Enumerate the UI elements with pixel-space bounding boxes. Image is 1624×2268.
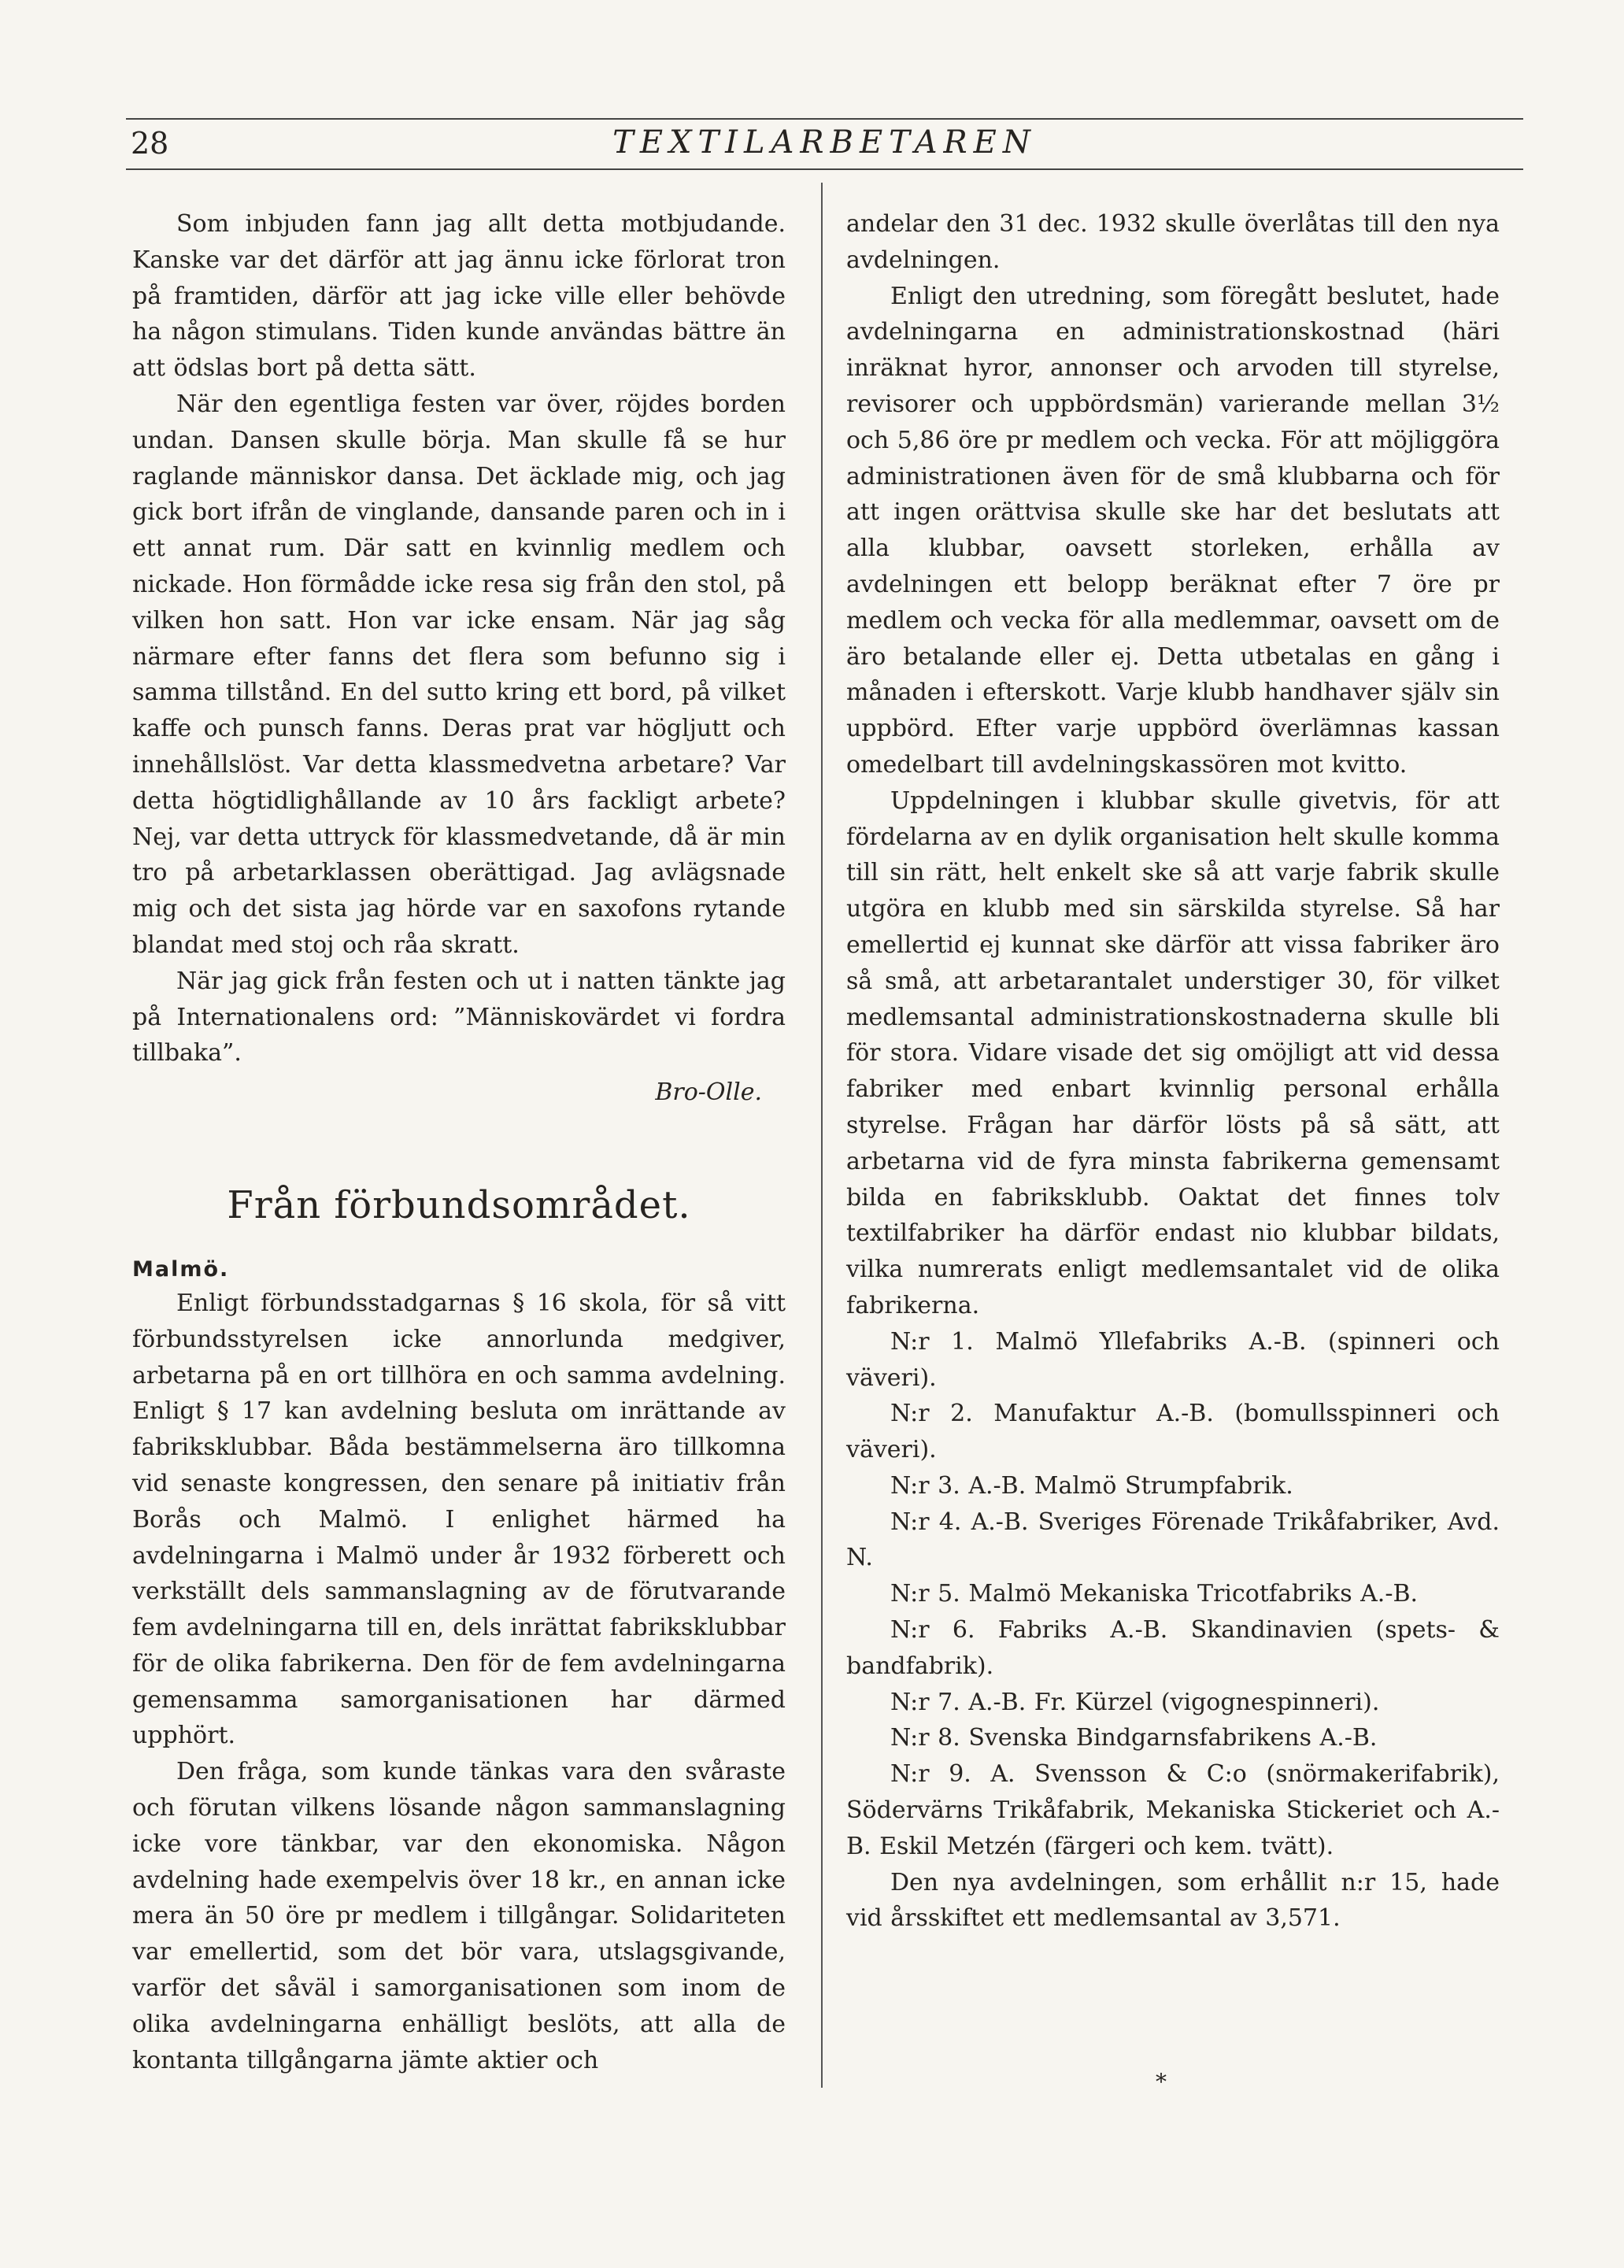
running-title: TEXTILARBETAREN	[612, 124, 1037, 161]
paragraph: Den fråga, som kunde tänkas vara den svåraste och förutan vilkens lösande någon sammanslagning icke vore tänkbar, var den ekonomiska. Någon avdelning hade exempelvis över 18 kr., en annan icke mera än 50 öre pr medlem i tillgångar. Solidariteten var emellertid, som det bör vara, utslagsgivande, varför det såväl i samorganisationen som inom de olika avdelningarna enhälligt beslöts, att alla de kontanta tillgångarna jämte aktier och	[132, 1758, 786, 2074]
right-column	[846, 206, 1500, 1937]
paragraph: Den nya avdelningen, som erhållit n:r 15, hade vid årsskiftet ett medlemsantal av 3,571.	[846, 1868, 1500, 1933]
factory-item: N:r 4. A.-B. Sveriges Förenade Trikåfabriker, Avd. N.	[846, 1508, 1500, 1572]
section-heading: Från förbundsområdet.	[227, 1182, 691, 1227]
subheading-city: Malmö.	[132, 1256, 230, 1282]
paragraph: andelar den 31 dec. 1932 skulle överlåtas till den nya avdelningen.	[846, 210, 1500, 274]
left-column	[132, 206, 786, 2078]
column-divider	[821, 183, 823, 2088]
asterisk-ornament: *	[1156, 2069, 1167, 2095]
factory-item: N:r 1. Malmö Yllefabriks A.-B. (spinneri och väveri).	[846, 1327, 1500, 1392]
factory-item: N:r 7. A.-B. Fr. Kürzel (vigognespinneri).	[890, 1688, 1380, 1716]
page-number: 28	[131, 126, 169, 161]
paragraph: Uppdelningen i klubbar skulle givetvis, för att fördelarna av en dylik organisation helt skulle komma till sin rätt, helt enkelt ske så att varje fabrik skulle utgöra en klubb med sin särskilda styrelse. Så har emellertid ej kunnat ske därför att vissa fabriker äro så små, att arbetarantalet understiger 30, för vilket medlemsantal administrationskostnaderna skulle bli för stora. Vidare visade det sig omöjligt att vid dessa fabriker med enbart kvinnlig personal erhålla styrelse. Frågan har därför lösts på så sätt, att arbetarna vid de fyra minsta fabrikerna gemensamt bilda en fabriksklubb. Oaktat det finnes tolv textilfabriker ha därför endast nio klubbar bildats, vilka numrerats enligt medlemsantalet vid de olika fabrikerna.	[846, 786, 1500, 1319]
factory-item: N:r 6. Fabriks A.-B. Skandinavien (spets- & bandfabrik).	[846, 1616, 1500, 1680]
paragraph: När den egentliga festen var över, röjdes borden undan. Dansen skulle börja. Man skulle få se hur raglande människor dansa. Det äcklade mig, och jag gick bort ifrån de vinglande, dansande paren och in i ett annat rum. Där satt en kvinnlig medlem och nickade. Hon förmådde icke resa sig från den stol, på vilken hon satt. Hon var icke ensam. När jag såg närmare efter fanns det flera som befunno sig i samma tillstånd. En del sutto kring ett bord, på vilket kaffe och punsch fanns. Deras prat var högljutt och innehållslöst. Var detta klassmedvetna arbetare? Var detta högtidlighållande av 10 års fackligt arbete? Nej, var detta uttryck för klassmedvetande, då är min tro på arbetarklassen oberättigad. Jag avlägsnade mig och det sista jag hörde var en saxofons rytande blandat med stoj och råa skratt.	[132, 390, 786, 959]
factory-list	[846, 1324, 1500, 1865]
factory-item: N:r 8. Svenska Bindgarnsfabrikens A.-B.	[890, 1724, 1378, 1752]
paragraph: Som inbjuden fann jag allt detta motbjudande. Kanske var det därför att jag ännu icke förlorat tron på framtiden, därför att jag icke ville eller behövde ha någon stimulans. Tiden kunde användas bättre än att ödslas bort på detta sätt.	[132, 210, 786, 383]
paragraph: När jag gick från festen och ut i natten tänkte jag på Internationalens ord: ”Människovärdet vi fordra tillbaka”.	[132, 967, 786, 1067]
factory-item: N:r 3. A.-B. Malmö Strumpfabrik.	[890, 1471, 1293, 1500]
paragraph: Enligt den utredning, som föregått beslutet, hade avdelningarna en administrationskostnad (häri inräknat hyror, annonser och arvoden till styrelse, revisorer och uppbördsmän) varierande mellan 3½ och 5,86 öre pr medlem och vecka. För att möjliggöra administrationen även för de små klubbarna och för att ingen orättvisa skulle ske har det beslutats att alla klubbar, oavsett storleken, erhålla av avdelningen ett belopp beräknat efter 7 öre pr medlem och vecka för alla medlemmar, oavsett om de äro betalande eller ej. Detta utbetalas en gång i månaden i efterskott. Varje klubb handhaver själv sin uppbörd. Efter varje uppbörd överlämnas kassan omedelbart till avdelningskassören mot kvitto.	[846, 282, 1500, 779]
factory-item: N:r 9. A. Svensson & C:o (snörmakerifabrik), Södervärns Trikåfabrik, Mekaniska Stickeriet och A.-B. Eskil Metzén (färgeri och kem. tvätt).	[846, 1760, 1500, 1860]
factory-item: N:r 2. Manufaktur A.-B. (bomullsspinneri och väveri).	[846, 1400, 1500, 1464]
author-signature: Bro-Olle.	[655, 1079, 762, 1107]
page-header	[126, 118, 1523, 170]
factory-item: N:r 5. Malmö Mekaniska Tricotfabriks A.-B.	[890, 1580, 1419, 1608]
paragraph: Enligt förbundsstadgarnas § 16 skola, för så vitt förbundsstyrelsen icke annorlunda medgiver, arbetarna på en ort tillhöra en och samma avdelning. Enligt § 17 kan avdelning besluta om inrättande av fabriksklubbar. Båda bestämmelserna äro tillkomna vid senaste kongressen, den senare på initiativ från Borås och Malmö. I enlighet härmed ha avdelningarna i Malmö under år 1932 förberett och verkställt dels sammanslagning av de förutvarande fem avdelningarna till en, dels inrättat fabriksklubbar för de olika fabrikerna. Den för de fem avdelningarna gemensamma samorganisationen har därmed upphört.	[132, 1289, 786, 1750]
